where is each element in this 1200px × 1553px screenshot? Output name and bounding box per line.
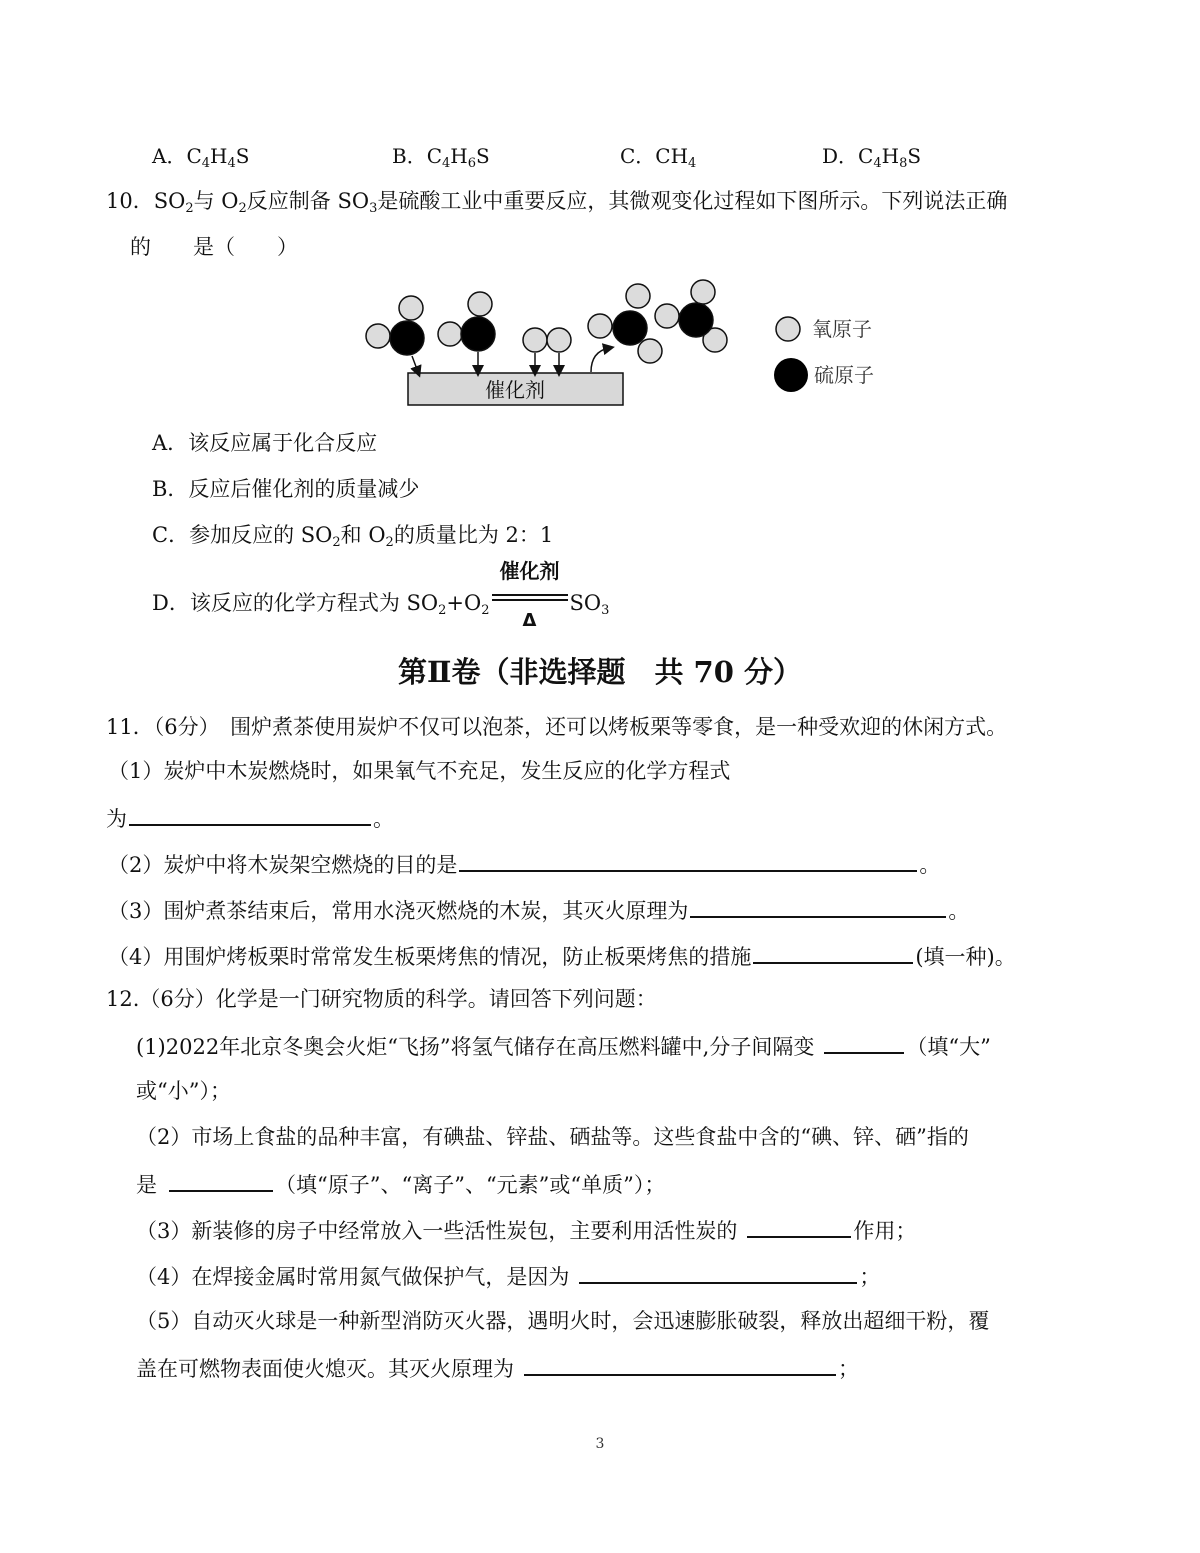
q12-sub3: （3）新装修的房子中经常放入一些活性炭包，主要利用活性炭的 作用； <box>136 1214 916 1246</box>
catalyst-label: 催化剂 <box>485 378 545 402</box>
q12-blank-3[interactable] <box>747 1214 851 1238</box>
so2-molecule-1 <box>366 296 424 355</box>
oxygen-atom-legend-icon <box>776 317 800 341</box>
oxygen-legend-label: 氧原子 <box>812 317 872 341</box>
q11-sub1-line1: （1）炭炉中木炭燃烧时，如果氧气不充足，发生反应的化学方程式 <box>108 759 731 783</box>
q12-sub4: （4）在焊接金属时常用氮气做保护气，是因为 ； <box>136 1260 880 1292</box>
q12-blank-1[interactable] <box>824 1030 904 1054</box>
q11-sub1-line2: 为 。 <box>106 802 394 834</box>
q12-blank-4[interactable] <box>579 1260 857 1284</box>
o2-molecule <box>523 328 571 352</box>
q11-blank-4[interactable] <box>753 940 913 964</box>
q12-sub1-line2: 或“小”）； <box>136 1079 231 1103</box>
q12-sub1-line1: (1)2022年北京冬奥会火炬“飞扬”将氢气储存在高压燃料罐中,分子间隔变 （填“大” <box>136 1030 991 1062</box>
q11-sub4: （4）用围炉烤板栗时常常发生板栗烤焦的情况，防止板栗烤焦的措施 (填一种)。 <box>108 940 1016 972</box>
q10-option-c: C．参加反应的 $SO_2$和 $O_2$的质量比为 2：1 <box>152 523 554 550</box>
q12-sub5-line2: 盖在可燃物表面使火熄灭。其灭火原理为 ； <box>136 1352 859 1384</box>
so2-molecule-2 <box>438 292 495 351</box>
q9-option-b: B．$C_4H_6S$ <box>392 144 490 171</box>
q11-blank-1[interactable] <box>129 802 371 826</box>
reaction-diagram <box>355 276 895 411</box>
q12-sub5-line1: （5）自动灭火球是一种新型消防灭火器，遇明火时，会迅速膨胀破裂，释放出超细干粉，覆 <box>136 1309 990 1333</box>
sulfur-legend-label: 硫原子 <box>814 363 874 387</box>
q10-option-a: A．该反应属于化合反应 <box>152 431 378 455</box>
q11-blank-3[interactable] <box>690 894 946 918</box>
q10-stem: 10．$SO_2$与 $O_2$反应制备 $SO_3$是硫酸工业中重要反应，其微观变化过程如下图所示。下列说法正确 <box>106 189 1008 216</box>
q12-stem: 12.（6分）化学是一门研究物质的科学。请回答下列问题： <box>106 987 657 1011</box>
q12-blank-5[interactable] <box>524 1352 836 1376</box>
q11-blank-2[interactable] <box>459 848 917 872</box>
sulfur-atom-legend-icon <box>774 358 808 392</box>
q10-option-b: B．反应后催化剂的质量减少 <box>152 477 420 501</box>
q12-sub2-line1: （2）市场上食盐的品种丰富，有碘盐、锌盐、硒盐等。这些食盐中含的“碘、锌、硒”指的 <box>136 1125 969 1149</box>
q9-option-c: C．$CH_4$ <box>620 144 697 171</box>
reaction-condition: 催化剂 Δ <box>492 588 568 610</box>
q10-option-d: D．该反应的化学方程式为 $SO_2+O_2$ 催化剂 Δ $SO_3$ <box>152 559 610 631</box>
q11-sub3: （3）围炉煮茶结束后，常用水浇灭燃烧的木炭，其灭火原理为 。 <box>108 894 969 926</box>
so3-molecule-2 <box>655 280 727 352</box>
q11-sub2: （2）炭炉中将木炭架空燃烧的目的是 。 <box>108 848 940 880</box>
q9-option-a: A．$C_4H_4S$ <box>152 144 250 171</box>
q12-blank-2[interactable] <box>169 1168 273 1192</box>
so3-molecule-1 <box>588 284 662 363</box>
section-title: 第Ⅱ卷（非选择题 共 70 分） <box>398 655 802 689</box>
q9-option-d: D．$C_4H_8S$ <box>822 144 922 171</box>
page-number: 3 <box>595 1436 605 1452</box>
q10-stem-line2: 的 是（ ） <box>130 235 298 259</box>
q12-sub2-line2: 是 （填“原子”、“离子”、“元素”或“单质”）； <box>136 1168 665 1200</box>
q11-stem: 11．（6分） 围炉煮茶使用炭炉不仅可以泡茶，还可以烤板栗等零食，是一种受欢迎的休闲方式。 <box>106 715 1008 739</box>
